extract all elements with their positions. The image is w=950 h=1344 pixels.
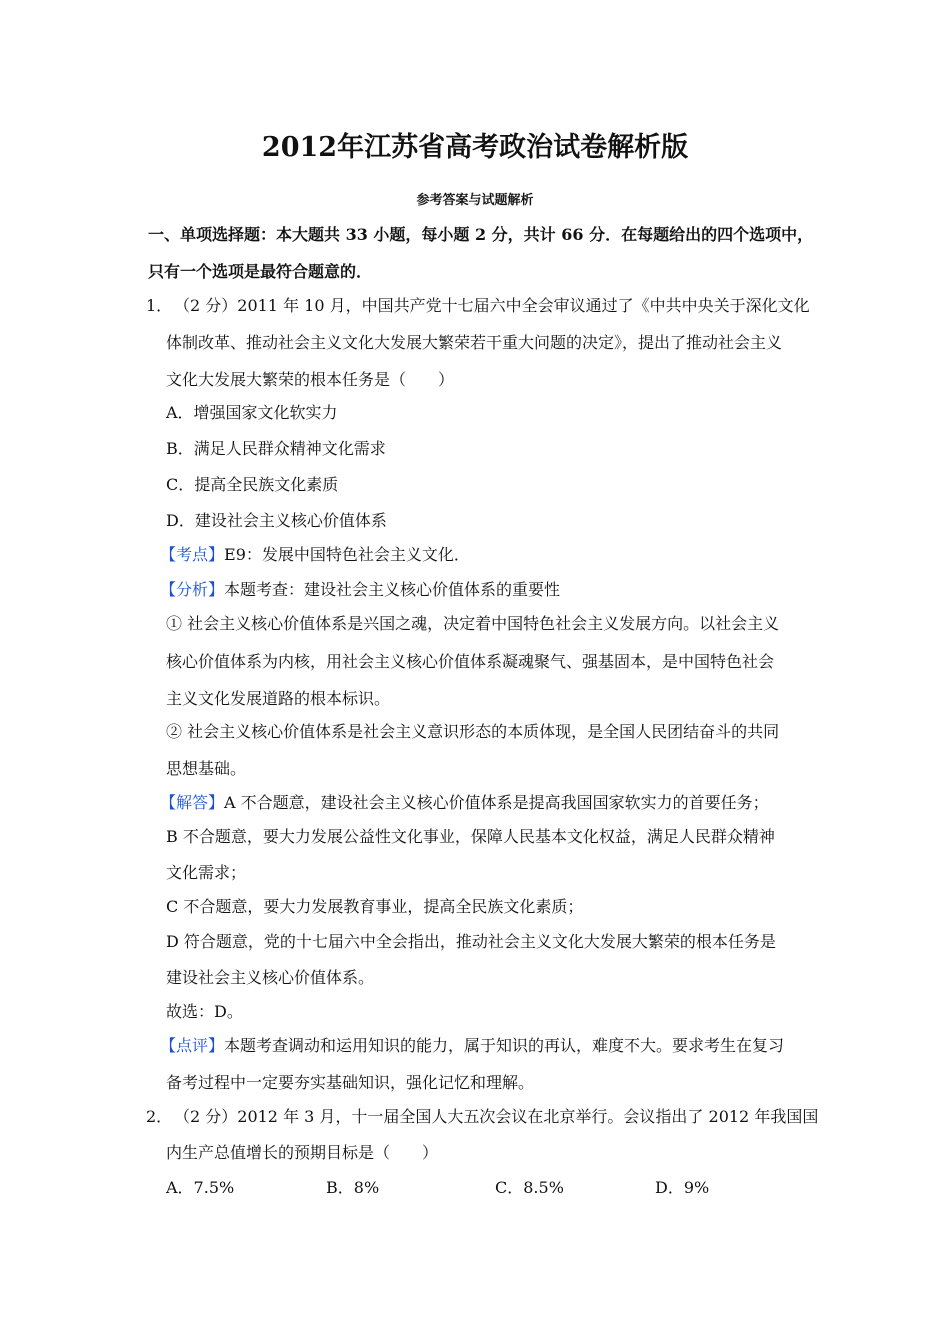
question-2-number: 2．: [146, 1107, 173, 1126]
fenxi-line-3: 主义文化发展道路的根本标识。: [166, 689, 391, 708]
dianping-line-2: 备考过程中一定要夯实基础知识，强化记忆和理解。: [166, 1073, 535, 1092]
section-heading-line-2: 只有一个选项是最符合题意的．: [148, 262, 373, 281]
dianping-tag: 【点评】: [160, 1036, 225, 1055]
kaodian-paragraph: [160, 543, 470, 567]
jieda-line-6: 故选：D。: [166, 1002, 243, 1021]
page-subtitle: 参考答案与试题解析: [416, 193, 534, 208]
question-2-option-c: C．8.5%: [495, 1178, 564, 1197]
question-2-option-a: A．7.5%: [166, 1178, 235, 1197]
question-1-option-d: D．建设社会主义核心价值体系: [166, 511, 387, 530]
dianping-paragraph: [160, 1034, 784, 1058]
question-2-option-d: D．9%: [655, 1178, 710, 1197]
question-1-stem-line-2: 体制改革、推动社会主义文化大发展大繁荣若干重大问题的决定》，提出了推动社会主义: [166, 333, 783, 352]
question-2-stem-line-2: 内生产总值增长的预期目标是（ ）: [166, 1143, 439, 1162]
fenxi-line-1: ① 社会主义核心价值体系是兴国之魂，决定着中国特色社会主义发展方向。以社会主义: [166, 614, 780, 633]
fenxi-tag: 【分析】: [160, 580, 225, 599]
question-2-option-b: B．8%: [326, 1178, 380, 1197]
question-1-stem-line-1: （2 分）2011 年 10 月，中国共产党十七届六中全会审议通过了《中共中央关于深化文化: [174, 296, 810, 315]
jieda-paragraph: [160, 791, 769, 815]
jieda-text: A 不合题意，建设社会主义核心价值体系是提高我国国家软实力的首要任务；: [224, 793, 769, 812]
question-2-stem-line-1: （2 分）2012 年 3 月，十一届全国人大五次会议在北京举行。会议指出了 2012 年我国国: [174, 1107, 819, 1126]
question-1-stem-line-3: 文化大发展大繁荣的根本任务是（ ）: [166, 370, 455, 389]
dianping-text: 本题考查调动和运用知识的能力，属于知识的再认，难度不大。要求考生在复习: [224, 1036, 785, 1055]
fenxi-line-4: ② 社会主义核心价值体系是社会主义意识形态的本质体现，是全国人民团结奋斗的共同: [166, 722, 780, 741]
fenxi-line-2: 核心价值体系为内核，用社会主义核心价值体系凝魂聚气、强基固本，是中国特色社会: [166, 652, 775, 671]
question-1-number: 1．: [146, 296, 173, 315]
kaodian-text: E9：发展中国特色社会主义文化．: [224, 545, 470, 564]
question-1-option-a: A．增强国家文化软实力: [166, 403, 338, 422]
question-1-option-b: B．满足人民群众精神文化需求: [166, 439, 386, 458]
question-1-option-c: C．提高全民族文化素质: [166, 475, 339, 494]
fenxi-paragraph: [160, 578, 560, 602]
jieda-line-4: D 符合题意，党的十七届六中全会指出，推动社会主义文化大发展大繁荣的根本任务是: [166, 932, 776, 951]
jieda-line-5: 建设社会主义核心价值体系。: [166, 968, 375, 987]
fenxi-text: 本题考查：建设社会主义核心价值体系的重要性: [224, 580, 561, 599]
jieda-tag: 【解答】: [160, 793, 225, 812]
jieda-line-1: B 不合题意，要大力发展公益性文化事业，保障人民基本文化权益，满足人民群众精神: [166, 827, 775, 846]
jieda-line-3: C 不合题意，要大力发展教育事业，提高全民族文化素质；: [166, 897, 584, 916]
jieda-line-2: 文化需求；: [166, 863, 247, 882]
section-heading-line-1: 一、单项选择题：本大题共 33 小题，每小题 2 分，共计 66 分．在每题给出的四个选项中，: [148, 225, 814, 244]
fenxi-line-5: 思想基础。: [166, 759, 247, 778]
page-title: 2012年江苏省高考政治试卷解析版: [261, 132, 689, 163]
kaodian-tag: 【考点】: [160, 545, 225, 564]
